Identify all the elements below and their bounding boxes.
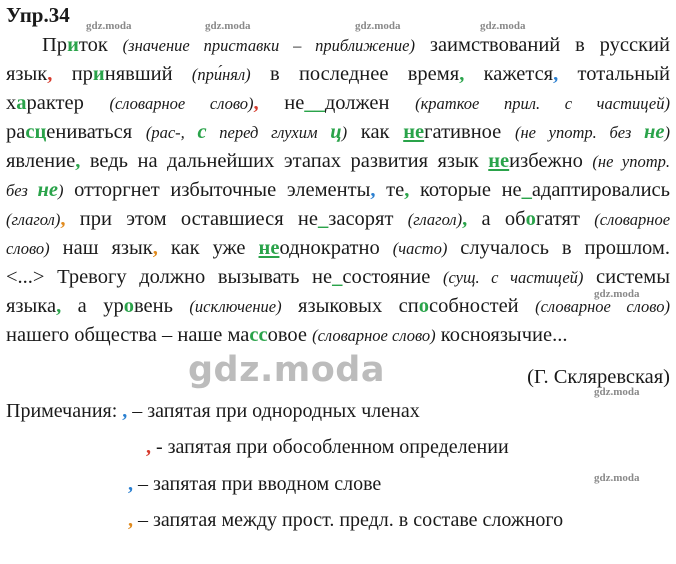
text-line-2 (6, 61, 670, 87)
text-fragment: без (6, 181, 38, 200)
text-fragment: (глагол) (6, 210, 61, 229)
text-fragment: состояние (342, 266, 443, 288)
text-fragment: отторгнет избыточные элементы (63, 179, 371, 201)
text-fragment: ) (664, 123, 671, 142)
text-fragment: , (47, 63, 53, 85)
note-mark: , (128, 473, 133, 495)
text-line-1 (6, 32, 670, 58)
exercise-title: Упр.34 (6, 3, 70, 27)
text-fragment: а об (467, 208, 526, 230)
text-line-11 (6, 322, 670, 348)
watermark: gdz.moda (480, 20, 526, 32)
text-fragment: (словарное (594, 210, 671, 229)
text-fragment: языка (6, 295, 57, 317)
note-mark: , (128, 509, 133, 531)
text-fragment: (значение приставки – приближение) (122, 36, 415, 55)
watermark: gdz.moda (205, 20, 251, 32)
text-fragment: _ (318, 208, 329, 230)
text-fragment: гатят (535, 208, 595, 230)
text-fragment: (глагол) (407, 210, 463, 229)
notes-line-1 (6, 398, 420, 424)
text-fragment: , (152, 237, 158, 259)
text-fragment: должен (324, 92, 416, 114)
watermark: gdz.moda (594, 386, 640, 398)
note-text: – запятая между прост. предл. в составе сложного (133, 509, 564, 531)
text-fragment: однократно (279, 237, 393, 259)
note-text: - запятая при обособленном определении (151, 436, 509, 458)
text-fragment: ) (57, 181, 64, 200)
text-fragment: не (488, 150, 510, 172)
text-fragment: ц (330, 121, 342, 143)
text-fragment: системы (583, 266, 670, 288)
watermark: gdz.moda (594, 472, 640, 484)
text-fragment: не (37, 179, 58, 201)
author: (Г. Скляревская) (527, 366, 670, 388)
text-fragment: о (123, 295, 134, 317)
text-line-6 (6, 177, 670, 203)
text-line-9 (6, 264, 670, 290)
text-fragment: ток (78, 34, 123, 56)
notes-label: Примечания: (6, 400, 123, 422)
text-fragment: в последнее время (250, 63, 460, 85)
text-fragment: (при́нял) (191, 65, 251, 84)
text-fragment: сц (25, 121, 47, 143)
text-fragment: нявший (104, 63, 192, 85)
text-line-3 (6, 90, 670, 116)
text-fragment: заимствований в русский (414, 34, 671, 56)
text-fragment: кажется (464, 63, 554, 85)
notes-line-3 (128, 471, 381, 497)
notes-line-4 (128, 507, 563, 533)
text-fragment: , (60, 208, 66, 230)
text-fragment: перед глухим (206, 123, 331, 142)
text-fragment: ра (6, 121, 26, 143)
text-fragment: и (92, 63, 105, 85)
text-fragment: , (253, 92, 259, 114)
text-fragment: рактер (26, 92, 110, 114)
text-fragment: , (459, 63, 465, 85)
text-fragment: х (6, 92, 17, 114)
watermark: gdz.moda (86, 20, 132, 32)
text-fragment: , (180, 123, 198, 142)
text-fragment: вень (133, 295, 190, 317)
text-fragment: явление (6, 150, 76, 172)
text-fragment: как (347, 121, 404, 143)
text-fragment: языковых сп (281, 295, 419, 317)
text-fragment: при этом оставшиеся не (65, 208, 319, 230)
text-fragment: наш язык (49, 237, 153, 259)
text-fragment: не (258, 92, 305, 114)
text-fragment: и (67, 34, 79, 56)
text-fragment: , (56, 295, 62, 317)
text-fragment: (не употр. без (514, 123, 645, 142)
text-line-8 (6, 235, 670, 261)
text-fragment: язык (6, 63, 48, 85)
text-fragment: тотальный (558, 63, 670, 85)
text-fragment: ениваться (46, 121, 146, 143)
text-fragment: (сущ. с частицей) (442, 268, 584, 287)
text-fragment: не (644, 121, 665, 143)
text-fragment: пр (52, 63, 93, 85)
text-fragment: сс (249, 324, 268, 346)
text-fragment: (словарное слово) (535, 297, 670, 316)
text-fragment: Пр (42, 34, 68, 56)
text-fragment: засорят (328, 208, 408, 230)
text-line-7 (6, 206, 670, 232)
text-fragment: овое (267, 324, 313, 346)
text-fragment: (не употр. (592, 152, 671, 171)
text-line-5 (6, 148, 670, 174)
text-fragment: гативное (424, 121, 515, 143)
text-fragment: нашего общества – наше ма (6, 324, 250, 346)
text-fragment: (словарное слово) (109, 94, 254, 113)
text-fragment: __ (304, 92, 325, 114)
text-fragment: не (403, 121, 425, 143)
text-fragment: , (404, 179, 410, 201)
big-watermark: gdz.moda (188, 350, 385, 390)
text-fragment: <...> Тревогу должно вызывать не (6, 266, 333, 288)
text-fragment: не (258, 237, 280, 259)
text-line-4 (6, 119, 670, 145)
text-fragment: (рас- (145, 123, 181, 142)
text-fragment: _ (521, 179, 532, 201)
text-fragment: те (375, 179, 405, 201)
watermark: gdz.moda (355, 20, 401, 32)
text-fragment: адаптировались (531, 179, 671, 201)
text-fragment: , (75, 150, 81, 172)
text-fragment: о (418, 295, 429, 317)
text-fragment: (словарное слово) (312, 326, 436, 345)
note-mark: , (146, 436, 151, 458)
text-fragment: а (16, 92, 27, 114)
text-fragment: которые не (409, 179, 522, 201)
text-fragment: случалось в прошлом. (447, 237, 671, 259)
notes-line-2 (146, 434, 509, 460)
text-fragment: _ (332, 266, 343, 288)
text-fragment: как уже (157, 237, 259, 259)
text-fragment: (часто) (392, 239, 448, 258)
text-fragment: (краткое прил. с частицей) (415, 94, 670, 113)
text-fragment: с (197, 121, 207, 143)
note-text: – запятая при однородных членах (127, 400, 420, 422)
text-fragment: , (462, 208, 468, 230)
watermark: gdz.moda (594, 288, 640, 300)
text-fragment: собностей (429, 295, 536, 317)
text-fragment: ведь на дальнейших этапах развития язык (80, 150, 489, 172)
text-fragment: избежно (509, 150, 593, 172)
text-fragment: (исключение) (189, 297, 282, 316)
text-fragment: а ур (61, 295, 124, 317)
text-fragment: косноязычие... (435, 324, 568, 346)
note-mark: , (122, 400, 128, 422)
text-fragment: ) (341, 123, 348, 142)
text-fragment: , (553, 63, 559, 85)
text-fragment: слово) (6, 239, 50, 258)
text-line-10 (6, 293, 670, 319)
text-fragment: , (370, 179, 376, 201)
text-fragment: о (525, 208, 536, 230)
note-text: – запятая при вводном слове (133, 473, 382, 495)
